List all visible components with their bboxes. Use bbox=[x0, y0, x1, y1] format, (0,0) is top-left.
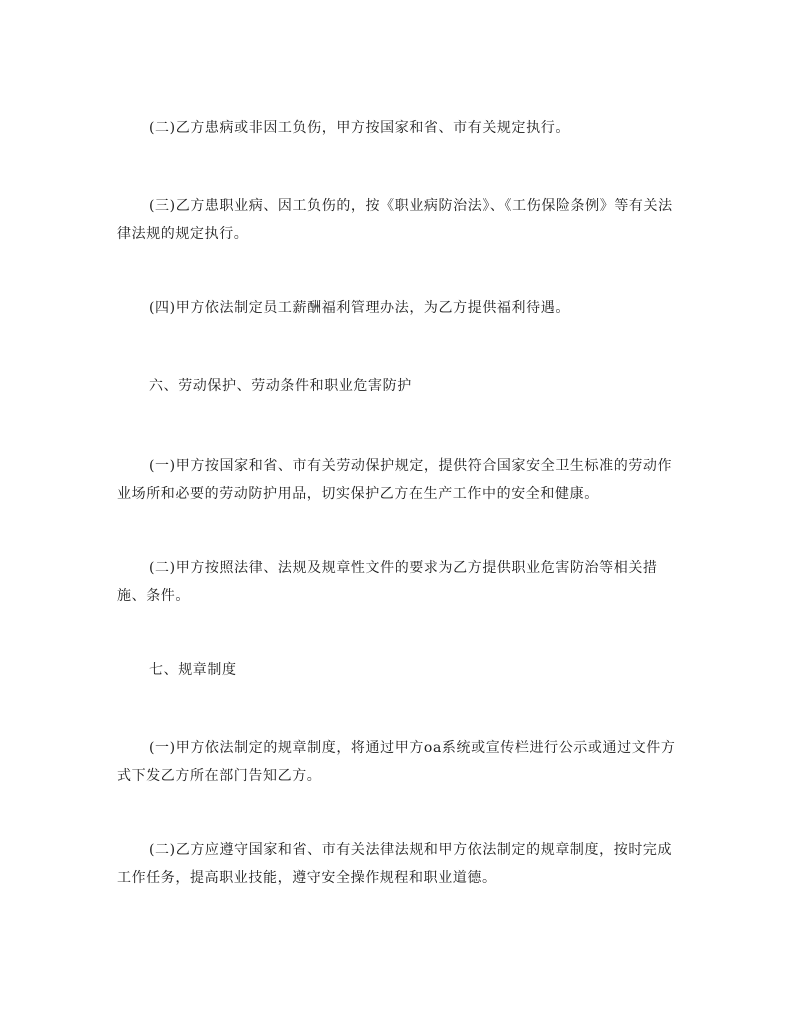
paragraph-5-3: (三)乙方患职业病、因工负伤的，按《职业病防治法》、《工伤保险条例》等有关法律法规的规定执行。 bbox=[117, 198, 673, 242]
section-heading-6: 六、劳动保护、劳动条件和职业危害防护 bbox=[149, 378, 412, 394]
section-heading-7: 七、规章制度 bbox=[149, 662, 237, 678]
paragraph-7-2: (二)乙方应遵守国家和省、市有关法律法规和甲方依法制定的规章制度，按时完成工作任务，提高职业技能，遵守安全操作规程和职业道德。 bbox=[117, 842, 673, 886]
paragraph-5-2: (二)乙方患病或非因工负伤，甲方按国家和省、市有关规定执行。 bbox=[149, 120, 570, 136]
paragraph-6-1: (一)甲方按国家和省、市有关劳动保护规定，提供符合国家安全卫生标准的劳动作业场所和必要的劳动防护用品，切实保护乙方在生产工作中的安全和健康。 bbox=[117, 458, 673, 502]
paragraph-6-2: (二)甲方按照法律、法规及规章性文件的要求为乙方提供职业危害防治等相关措施、条件。 bbox=[117, 560, 658, 604]
paragraph-5-4: (四)甲方依法制定员工薪酬福利管理办法，为乙方提供福利待遇。 bbox=[149, 300, 570, 316]
paragraph-7-1: (一)甲方依法制定的规章制度，将通过甲方oa系统或宣传栏进行公示或通过文件方式下发乙方所在部门告知乙方。 bbox=[117, 740, 676, 784]
